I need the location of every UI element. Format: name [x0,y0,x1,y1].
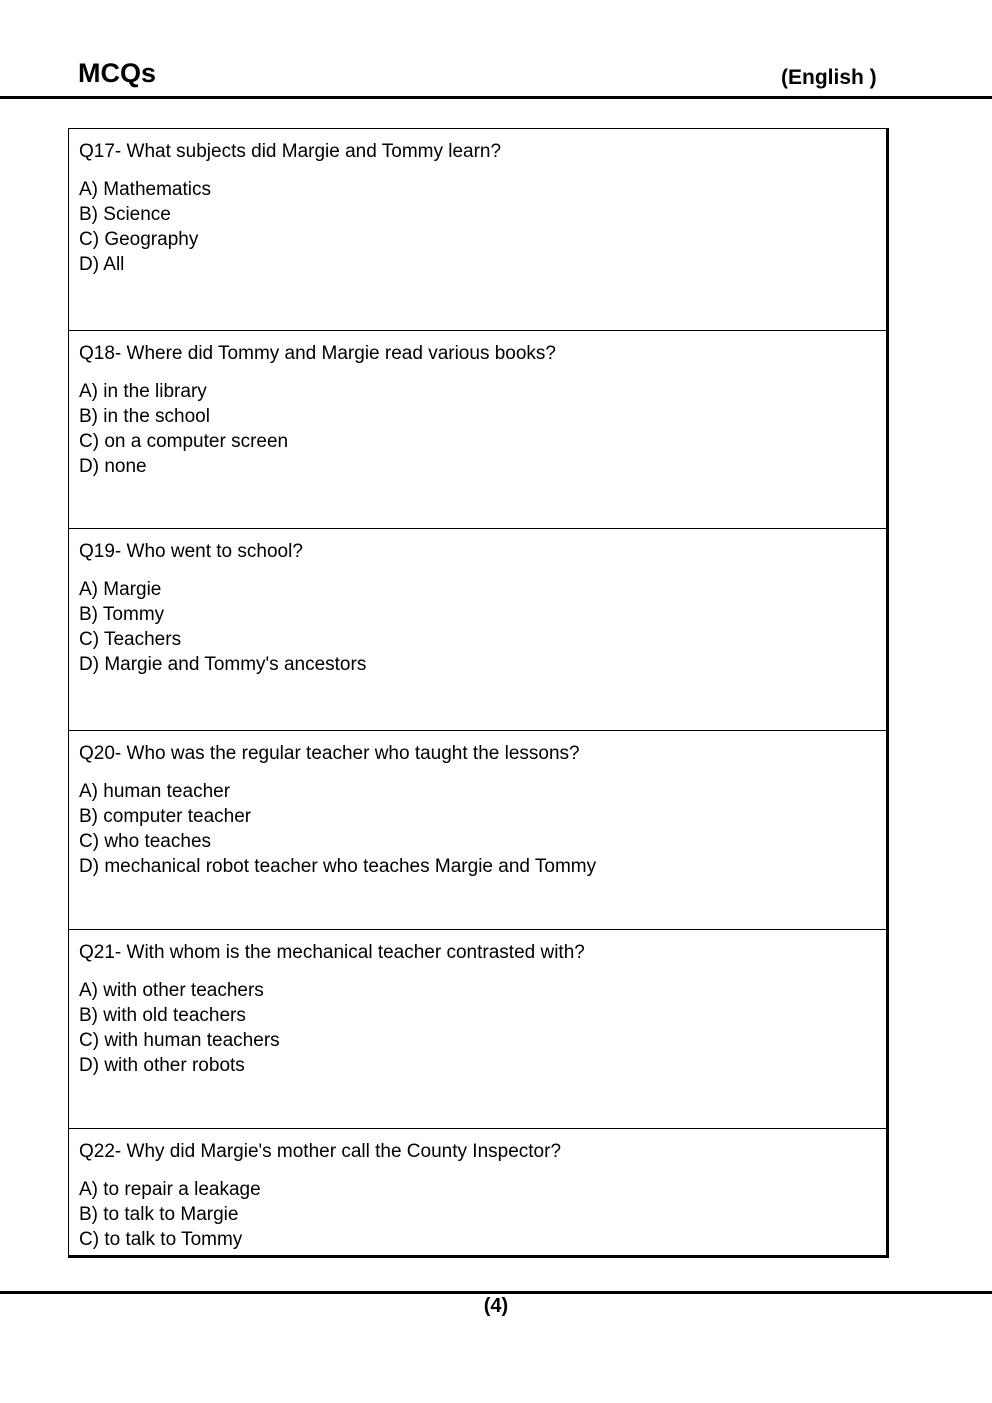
option-c: C) Teachers [79,629,182,650]
question-text: Q20- Who was the regular teacher who taught the lessons? [79,743,580,764]
language-label: (English ) [781,66,877,89]
option-a: A) in the library [79,381,207,402]
option-a: A) to repair a leakage [79,1179,261,1200]
option-a: A) with other teachers [79,980,264,1001]
options-list [79,379,874,479]
option-b: B) Tommy [79,604,165,625]
option-d: D) with other robots [79,1055,245,1076]
option-c: C) Geography [79,229,199,250]
options-list [79,978,874,1078]
option-c: C) with human teachers [79,1030,280,1051]
question-block-q19 [69,529,886,731]
option-d: D) mechanical robot teacher who teaches Margie and Tommy [79,856,597,877]
option-d: D) none [79,456,147,477]
question-block-q18 [69,331,886,529]
question-block-q21 [69,930,886,1129]
question-text: Q17- What subjects did Margie and Tommy learn? [79,141,502,162]
option-b: B) in the school [79,406,210,427]
question-block-q20 [69,731,886,930]
option-c: C) to talk to Tommy [79,1229,243,1250]
footer-divider [0,1291,992,1294]
question-text: Q21- With whom is the mechanical teacher contrasted with? [79,942,585,963]
options-list [79,779,874,879]
options-list [79,1177,874,1252]
mcq-table [68,128,889,1258]
page-title: MCQs [78,58,157,88]
option-c: C) on a computer screen [79,431,289,452]
question-text: Q18- Where did Tommy and Margie read various books? [79,343,556,364]
option-a: A) Margie [79,579,162,600]
option-b: B) to talk to Margie [79,1204,239,1225]
page-number: (4) [483,1295,509,1317]
option-c: C) who teaches [79,831,212,852]
option-d: D) Margie and Tommy's ancestors [79,654,367,675]
option-a: A) human teacher [79,781,231,802]
option-b: B) computer teacher [79,806,252,827]
header-divider [0,96,992,99]
question-text: Q19- Who went to school? [79,541,303,562]
question-block-q17 [69,129,886,331]
option-d: D) All [79,254,125,275]
options-list [79,577,874,677]
option-b: B) with old teachers [79,1005,246,1026]
option-a: A) Mathematics [79,179,211,200]
options-list [79,177,874,277]
question-text: Q22- Why did Margie's mother call the County Inspector? [79,1141,562,1162]
option-b: B) Science [79,204,171,225]
question-block-q22 [69,1129,886,1255]
